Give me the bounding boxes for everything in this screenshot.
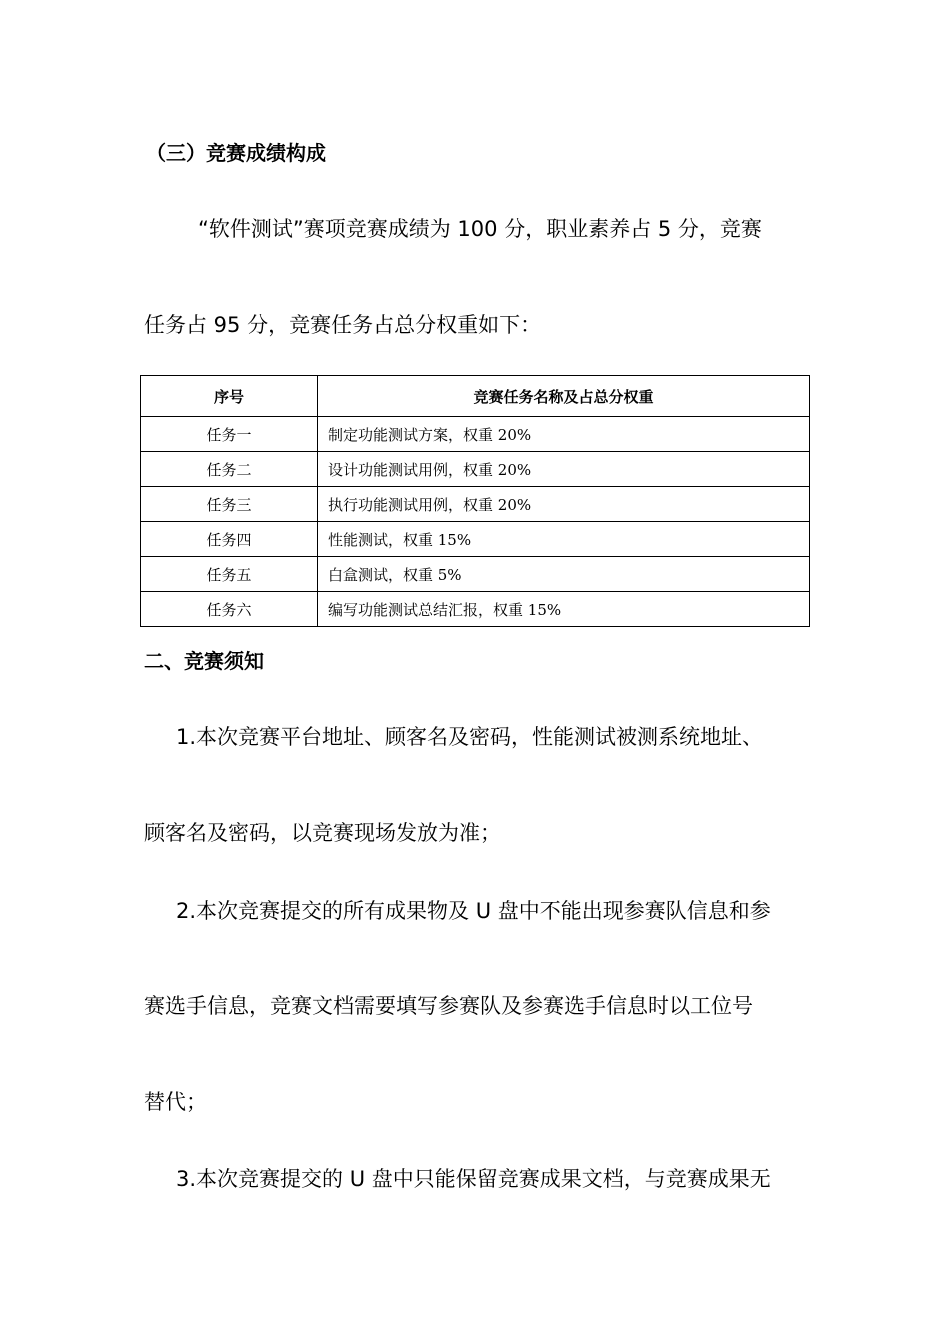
notice-2-line-1: 2.本次竞赛提交的所有成果物及 U 盘中不能出现参赛队信息和参 <box>176 899 771 923</box>
table-header-task-name: 竞赛任务名称及占总分权重 <box>318 376 810 417</box>
table-cell-number: 任务五 <box>141 557 318 592</box>
table-cell-task: 制定功能测试方案，权重 20% <box>318 417 810 452</box>
table-cell-task: 设计功能测试用例，权重 20% <box>318 452 810 487</box>
table-cell-task: 编写功能测试总结汇报，权重 15% <box>318 592 810 627</box>
intro-paragraph-line-1: “软件测试”赛项竞赛成绩为 100 分，职业素养占 5 分，竞赛 <box>198 217 762 241</box>
table-cell-number: 任务四 <box>141 522 318 557</box>
table-row <box>141 452 810 487</box>
table-cell-number: 任务二 <box>141 452 318 487</box>
table-row <box>141 522 810 557</box>
section-heading-notice: 二、竞赛须知 <box>144 649 264 673</box>
table-cell-task: 白盒测试，权重 5% <box>318 557 810 592</box>
table-cell-task: 性能测试，权重 15% <box>318 522 810 557</box>
table-header-number: 序号 <box>141 376 318 417</box>
table-header-row <box>141 376 810 417</box>
task-weight-table <box>140 375 810 627</box>
notice-1-line-2: 顾客名及密码，以竞赛现场发放为准； <box>144 821 501 845</box>
table-cell-task: 执行功能测试用例，权重 20% <box>318 487 810 522</box>
notice-2-line-2: 赛选手信息，竞赛文档需要填写参赛队及参赛选手信息时以工位号 <box>144 994 753 1018</box>
intro-paragraph-line-2: 任务占 95 分，竞赛任务占总分权重如下： <box>144 313 542 337</box>
table-cell-number: 任务三 <box>141 487 318 522</box>
table-cell-number: 任务六 <box>141 592 318 627</box>
notice-1-line-1: 1.本次竞赛平台地址、顾客名及密码，性能测试被测系统地址、 <box>176 725 764 749</box>
table-cell-number: 任务一 <box>141 417 318 452</box>
table-row <box>141 557 810 592</box>
section-heading-score-composition: （三）竞赛成绩构成 <box>146 141 326 165</box>
notice-2-line-3: 替代； <box>144 1090 207 1114</box>
table-row <box>141 417 810 452</box>
notice-3-line-1: 3.本次竞赛提交的 U 盘中只能保留竞赛成果文档，与竞赛成果无 <box>176 1167 771 1191</box>
table-row <box>141 487 810 522</box>
table-row <box>141 592 810 627</box>
